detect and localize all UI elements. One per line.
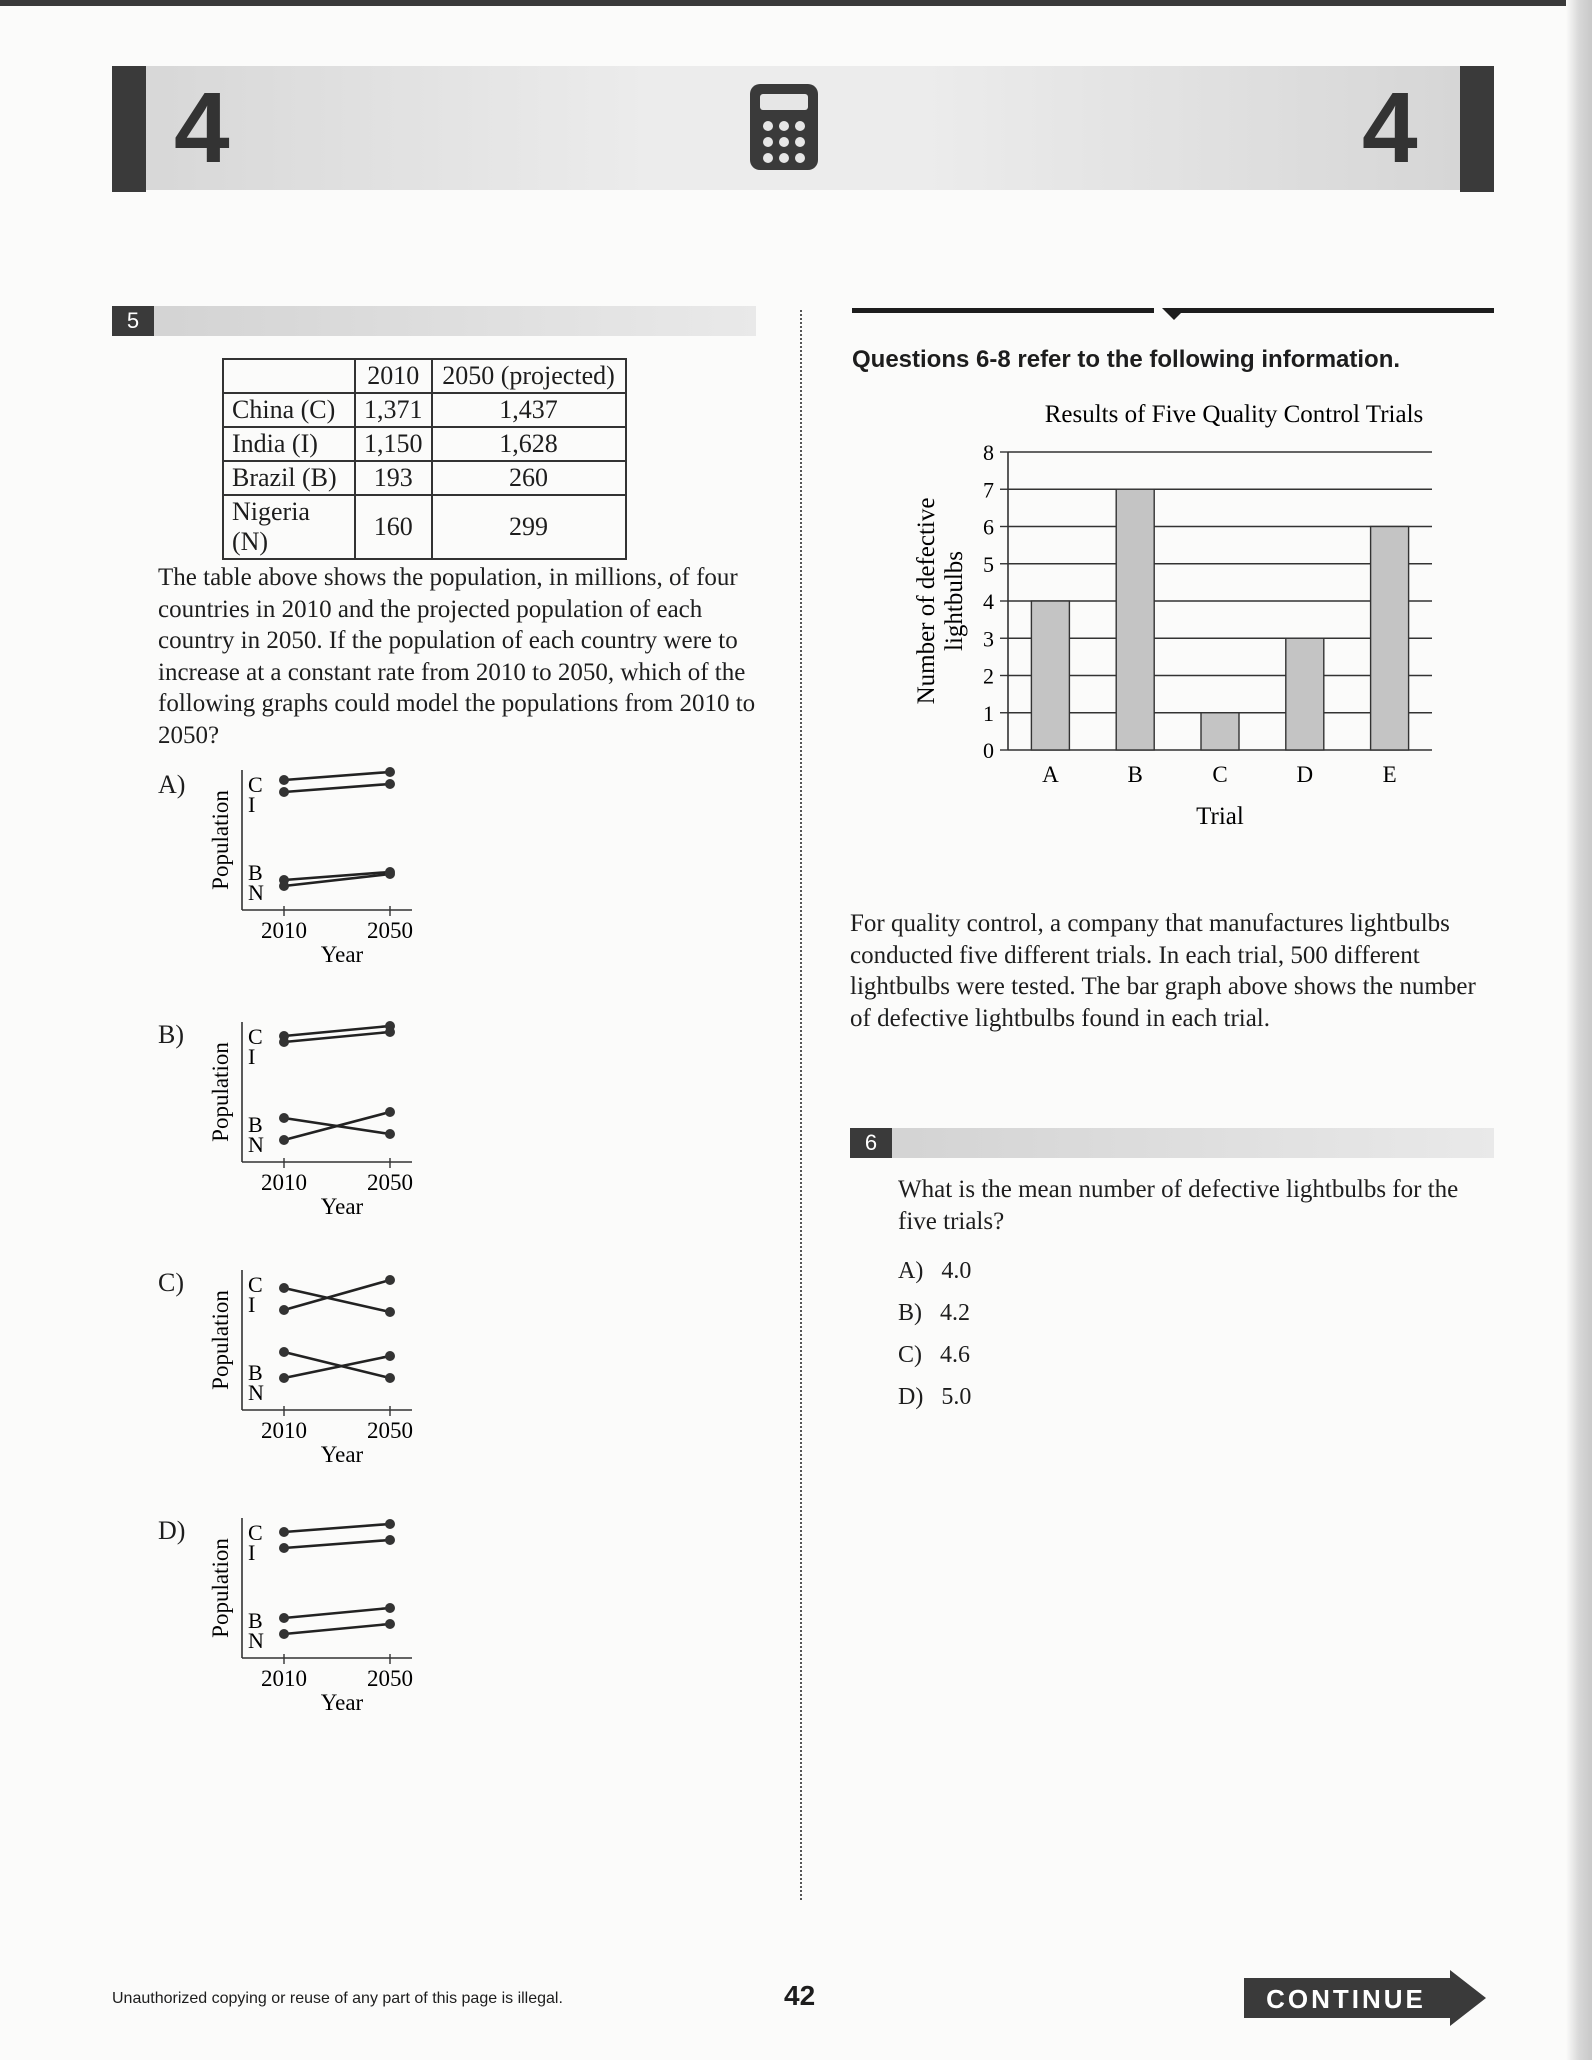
graph-y-label: Population — [208, 790, 233, 890]
bar-c — [1201, 713, 1239, 750]
data-point — [279, 1305, 289, 1315]
section-bar-left — [112, 66, 146, 192]
data-point — [385, 1351, 395, 1361]
data-point — [279, 1135, 289, 1145]
choice-value: 4.0 — [941, 1258, 972, 1284]
data-point — [385, 1535, 395, 1545]
section-number-right: 4 — [1362, 72, 1418, 184]
answer-option-b[interactable]: B) — [158, 1020, 184, 1049]
choice-value: 4.2 — [940, 1300, 970, 1326]
series-label-c: C — [248, 1520, 263, 1545]
data-point — [385, 1107, 395, 1117]
x-tick-label: D — [1296, 762, 1314, 787]
y-tick-label: 0 — [983, 738, 994, 763]
series-line-c — [284, 772, 390, 780]
bar-d — [1286, 638, 1324, 750]
series-label-c: C — [248, 1024, 263, 1049]
y-tick-label: 1 — [983, 700, 994, 726]
choice-value: 5.0 — [941, 1384, 972, 1410]
scan-edge — [0, 0, 1592, 6]
data-point — [279, 1037, 289, 1047]
series-line-c — [284, 1288, 390, 1312]
graph-x-tick-label: 2050 — [367, 918, 413, 943]
choice-letter: A) — [898, 1258, 924, 1284]
series-label-n: N — [248, 880, 264, 905]
info-text: For quality control, a company that manufactures lightbulbs conducted five different trials. In each trial, 500 different lightbulbs were tested. The bar graph above shows the number of defective lightbulbs found in each trial. — [850, 910, 1476, 1032]
data-point — [385, 1129, 395, 1139]
data-point — [385, 1307, 395, 1317]
calculator-icon — [748, 82, 820, 172]
graph-x-label: Year — [320, 1194, 364, 1219]
graph-x-tick-label: 2010 — [261, 1170, 307, 1195]
graph-y-label: Population — [208, 1538, 233, 1638]
bar-a — [1031, 601, 1069, 750]
choice-value: 4.6 — [940, 1342, 970, 1368]
table-cell: 1,437 — [432, 393, 626, 427]
table-cell: 1,150 — [355, 427, 432, 461]
y-axis-label-line: Number of defective — [913, 497, 940, 705]
table-cell: Nigeria (N) — [223, 495, 355, 559]
section-number-left: 4 — [174, 72, 230, 184]
section-bar-right — [1460, 66, 1494, 192]
series-line-i — [284, 1540, 390, 1548]
graph-y-label: Population — [208, 1042, 233, 1142]
answer-option-c[interactable]: C) — [158, 1268, 184, 1297]
graph-x-tick-label: 2010 — [261, 1418, 307, 1443]
x-tick-label: E — [1382, 762, 1397, 787]
question-6-text: What is the mean number of defective lightbulbs for the five trials? — [898, 1176, 1459, 1235]
table-cell: Brazil (B) — [223, 461, 355, 495]
y-axis-label — [913, 498, 968, 705]
option-d-graph — [198, 1508, 438, 1728]
option-a-graph — [198, 760, 438, 980]
data-point — [385, 1603, 395, 1613]
graph-x-label: Year — [320, 1690, 364, 1715]
question-number: 5 — [112, 306, 154, 336]
data-point — [385, 767, 395, 777]
y-axis-label-line: lightbulbs — [941, 550, 968, 652]
data-point — [279, 881, 289, 891]
series-label-b: B — [248, 860, 263, 885]
data-point — [279, 1347, 289, 1357]
table-row — [223, 427, 626, 461]
x-tick-label: C — [1212, 762, 1228, 787]
data-point — [279, 1113, 289, 1123]
x-axis-label: Trial — [1196, 803, 1244, 830]
series-label-i: I — [248, 1540, 256, 1565]
table-header-row — [223, 359, 626, 393]
table-cell: 193 — [355, 461, 432, 495]
defect-bar-chart — [900, 392, 1460, 844]
down-arrow-icon — [1162, 308, 1186, 320]
table-cell: 1,628 — [432, 427, 626, 461]
series-label-i: I — [248, 1044, 256, 1069]
y-tick-label: 8 — [983, 440, 994, 465]
series-label-b: B — [248, 1360, 263, 1385]
choice-letter: D) — [898, 1384, 924, 1410]
graph-y-label: Population — [208, 1290, 233, 1390]
series-label-n: N — [248, 1628, 264, 1653]
data-point — [385, 1027, 395, 1037]
data-point — [279, 1527, 289, 1537]
y-tick-label: 7 — [983, 477, 994, 503]
table-cell: 1,371 — [355, 393, 432, 427]
page-shadow — [1566, 0, 1592, 2060]
data-point — [279, 1373, 289, 1383]
series-line-i — [284, 784, 390, 792]
series-label-n: N — [248, 1380, 264, 1405]
series-label-c: C — [248, 772, 263, 797]
data-point — [279, 775, 289, 785]
question-number: 6 — [850, 1128, 892, 1158]
data-point — [279, 1629, 289, 1639]
table-header-cell: 2050 (projected) — [432, 359, 626, 393]
answer-option-d[interactable]: D) — [158, 1516, 186, 1545]
graph-x-tick-label: 2050 — [367, 1666, 413, 1691]
data-point — [385, 1373, 395, 1383]
table-cell: 260 — [432, 461, 626, 495]
question-5-bar — [112, 306, 756, 336]
info-heading: Questions 6-8 refer to the following information. — [852, 346, 1401, 373]
chart-title: Results of Five Quality Control Trials — [1044, 401, 1424, 428]
y-tick-label: 4 — [983, 589, 994, 614]
graph-x-tick-label: 2010 — [261, 918, 307, 943]
copyright-notice: Unauthorized copying or reuse of any part of this page is illegal. — [112, 1990, 563, 2007]
bar-b — [1116, 489, 1154, 750]
column-divider — [800, 310, 802, 1900]
series-label-n: N — [248, 1132, 264, 1157]
table-header-cell — [223, 359, 355, 393]
question-6-bar — [850, 1128, 1494, 1158]
series-line-n — [284, 1112, 390, 1140]
graph-x-label: Year — [320, 942, 364, 967]
graph-x-tick-label: 2010 — [261, 1666, 307, 1691]
info-rule-left — [852, 308, 1154, 313]
series-line-i — [284, 1280, 390, 1310]
table-header-cell: 2010 — [355, 359, 432, 393]
data-point — [279, 1283, 289, 1293]
choice-letter: B) — [898, 1300, 922, 1326]
data-point — [385, 869, 395, 879]
info-rule-right — [1180, 308, 1494, 313]
table-row — [223, 393, 626, 427]
y-tick-label: 2 — [983, 663, 994, 689]
table-row — [223, 495, 626, 559]
x-tick-label: A — [1042, 762, 1059, 787]
table-cell: India (I) — [223, 427, 355, 461]
data-point — [385, 1619, 395, 1629]
table-row — [223, 461, 626, 495]
continue-button[interactable] — [1244, 1970, 1486, 2026]
continue-label: CONTINUE — [1266, 1984, 1426, 2014]
data-point — [279, 1613, 289, 1623]
y-tick-label: 3 — [983, 626, 994, 652]
answer-choice[interactable] — [898, 1258, 971, 1285]
series-line-c — [284, 1524, 390, 1532]
graph-x-label: Year — [320, 1442, 364, 1467]
table-cell: China (C) — [223, 393, 355, 427]
data-point — [385, 1519, 395, 1529]
data-point — [385, 1275, 395, 1285]
answer-choice[interactable] — [898, 1384, 971, 1411]
data-point — [385, 779, 395, 789]
page-number: 42 — [784, 1980, 816, 2011]
graph-x-tick-label: 2050 — [367, 1170, 413, 1195]
series-line-b — [284, 1608, 390, 1618]
option-c-graph — [198, 1260, 438, 1480]
answer-option-a[interactable]: A) — [158, 770, 186, 799]
y-tick-label: 6 — [983, 514, 994, 540]
question-5-text: The table above shows the population, in millions, of four countries in 2010 and the projected population of each country in 2050. If the population of each country were to increase at a constant rate from 2010 to 2050, which of the following graphs could model the populations from 2010 to 2050? — [158, 564, 756, 749]
answer-choice[interactable] — [898, 1300, 970, 1327]
graph-x-tick-label: 2050 — [367, 1418, 413, 1443]
y-tick-label: 5 — [983, 551, 994, 577]
table-cell: 160 — [355, 495, 432, 559]
series-label-i: I — [248, 1292, 256, 1317]
bar-e — [1371, 527, 1409, 751]
x-tick-label: B — [1127, 762, 1143, 787]
answer-choice[interactable] — [898, 1342, 970, 1369]
choice-letter: C) — [898, 1342, 922, 1368]
option-b-graph — [198, 1012, 438, 1232]
series-label-c: C — [248, 1272, 263, 1297]
series-label-b: B — [248, 1608, 263, 1633]
table-cell: 299 — [432, 495, 626, 559]
series-label-b: B — [248, 1112, 263, 1137]
series-line-n — [284, 1624, 390, 1634]
data-point — [279, 787, 289, 797]
series-label-i: I — [248, 792, 256, 817]
population-table — [222, 358, 627, 560]
data-point — [279, 1543, 289, 1553]
